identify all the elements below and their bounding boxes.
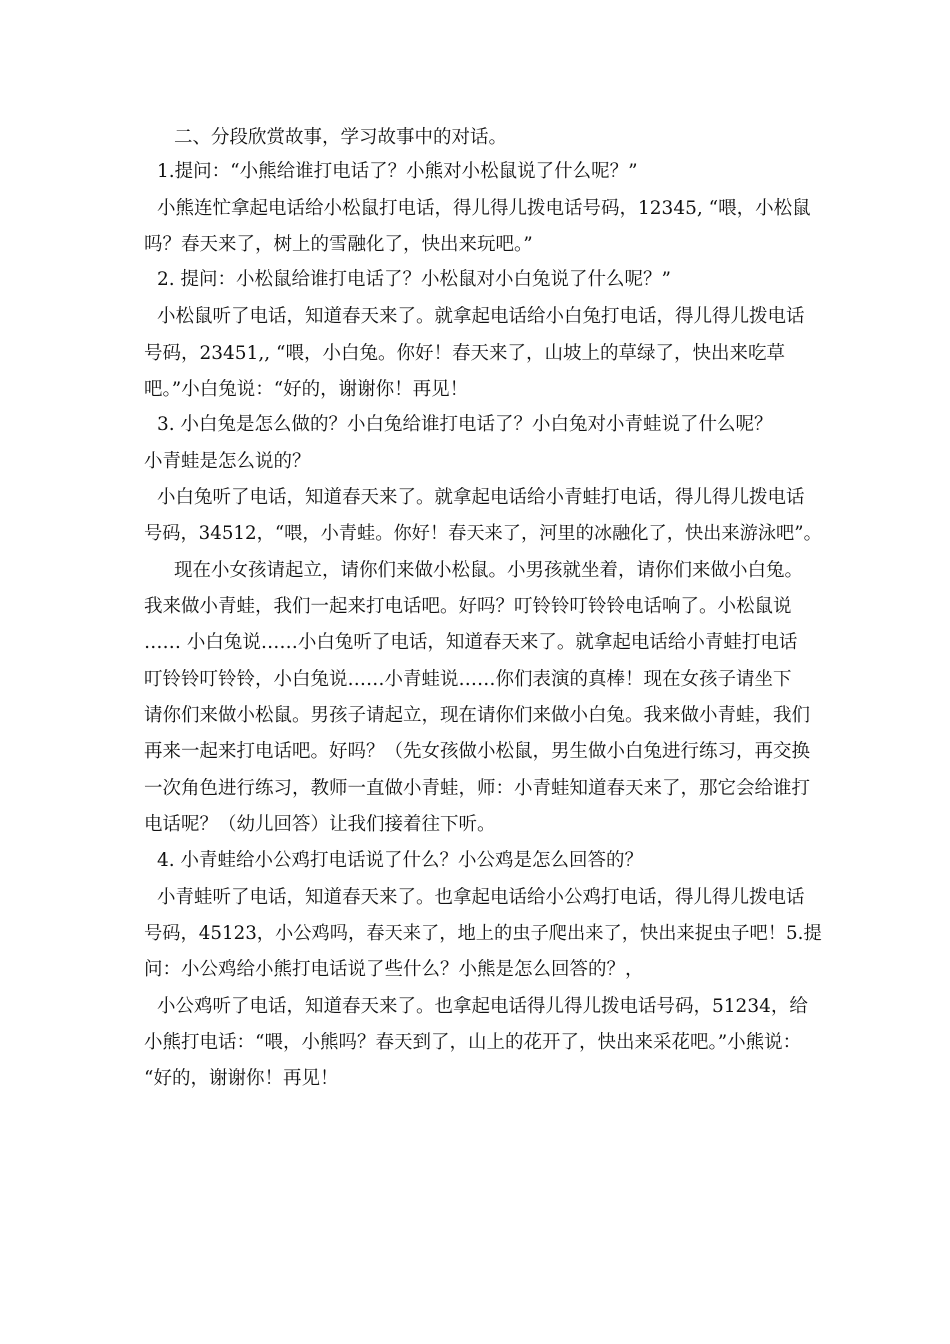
- paragraph-line: 问：小公鸡给小熊打电话说了些什么？小熊是怎么回答的？，: [144, 959, 644, 980]
- paragraph-line: …… 小白兔说……小白兔听了电话，知道春天来了。就拿起电话给小青蛙打电话: [144, 632, 798, 653]
- question-2: 2. 提问：小松鼠给谁打电话了？小松鼠对小白兔说了什么呢？”: [157, 269, 671, 290]
- paragraph-line: 电话呢？（幼儿回答）让我们接着往下听。: [144, 814, 496, 835]
- paragraph-line: 小白兔听了电话，知道春天来了。就拿起电话给小青蛙打电话，得儿得儿拨电话: [157, 487, 805, 508]
- paragraph-line: 叮铃铃叮铃铃，小白兔说……小青蛙说……你们表演的真棒！现在女孩子请坐下: [144, 669, 792, 690]
- question-3: 3. 小白兔是怎么做的？小白兔给谁打电话了？小白兔对小青蛙说了什么呢？: [157, 414, 773, 435]
- question-1: 1.提问：“小熊给谁打电话了？小熊对小松鼠说了什么呢？”: [157, 161, 638, 182]
- section-heading: 二、分段欣赏故事，学习故事中的对话。: [174, 127, 508, 148]
- paragraph-line: 现在小女孩请起立，请你们来做小松鼠。小男孩就坐着，请你们来做小白兔。: [174, 560, 804, 581]
- question-4: 4. 小青蛙给小公鸡打电话说了什么？小公鸡是怎么回答的？: [157, 850, 644, 871]
- paragraph-line: 小青蛙听了电话，知道春天来了。也拿起电话给小公鸡打电话，得儿得儿拨电话: [157, 887, 805, 908]
- paragraph-line: 小松鼠听了电话，知道春天来了。就拿起电话给小白兔打电话，得儿得儿拨电话: [157, 306, 805, 327]
- paragraph-line: 小熊连忙拿起电话给小松鼠打电话，得儿得儿拨电话号码，12345, “喂，小松鼠: [157, 198, 811, 219]
- paragraph-line: 号码，23451,, “喂，小白兔。你好！春天来了，山坡上的草绿了，快出来吃草: [144, 343, 785, 364]
- paragraph-line: 小公鸡听了电话，知道春天来了。也拿起电话得儿得儿拨电话号码，51234，给: [157, 996, 808, 1017]
- paragraph-line: 吗？春天来了，树上的雪融化了，快出来玩吧。”: [144, 234, 533, 255]
- paragraph-line: 一次角色进行练习，教师一直做小青蛙，师：小青蛙知道春天来了，那它会给谁打: [144, 778, 811, 799]
- paragraph-line: 吧。”小白兔说：“好的，谢谢你！再见！: [144, 379, 469, 400]
- paragraph-line: 号码，34512，“喂，小青蛙。你好！春天来了，河里的冰融化了，快出来游泳吧”。: [144, 523, 822, 544]
- paragraph-line: 小熊打电话：“喂，小熊吗？春天到了，山上的花开了，快出来采花吧。”小熊说：: [144, 1032, 802, 1053]
- paragraph-line: “好的，谢谢你！再见！: [144, 1068, 339, 1089]
- paragraph-line: 请你们来做小松鼠。男孩子请起立，现在请你们来做小白兔。我来做小青蛙，我们: [144, 705, 811, 726]
- paragraph-line: 再来一起来打电话吧。好吗？（先女孩做小松鼠，男生做小白兔进行练习，再交换: [144, 741, 811, 762]
- paragraph-line: 号码，45123，小公鸡吗，春天来了，地上的虫子爬出来了，快出来捉虫子吧！5.提: [144, 923, 822, 944]
- paragraph-line: 我来做小青蛙，我们一起来打电话吧。好吗？叮铃铃叮铃铃电话响了。小松鼠说: [144, 596, 792, 617]
- paragraph-line: 小青蛙是怎么说的？: [144, 451, 311, 472]
